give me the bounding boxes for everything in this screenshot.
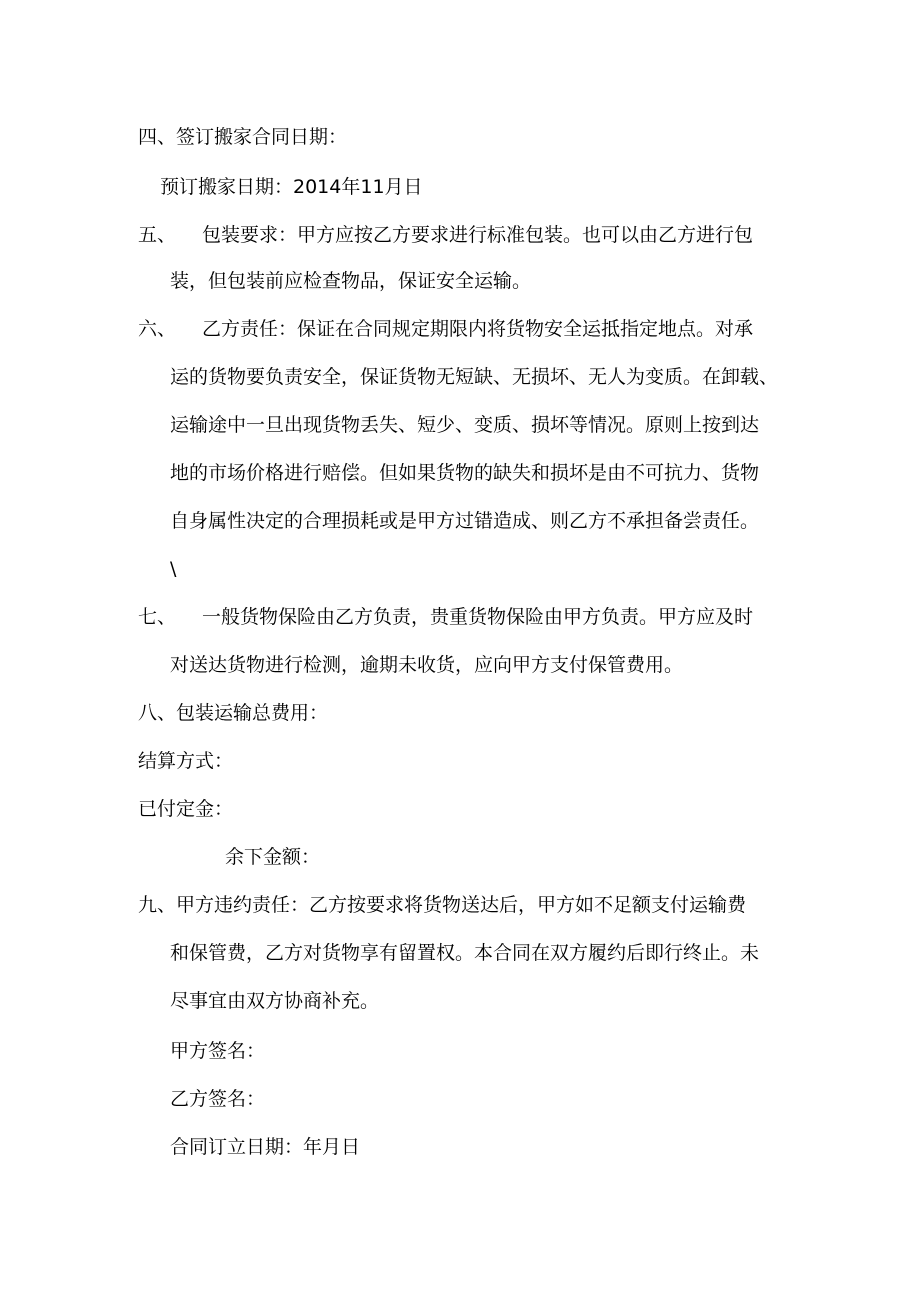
- settlement-method: 结算方式：: [138, 750, 234, 772]
- contract-signing-date: 合同订立日期：年月日: [170, 1136, 361, 1158]
- section-8-heading: 八、包装运输总费用：: [138, 702, 329, 724]
- section-7-number: 七、: [138, 606, 177, 628]
- section-7-line-2: 对送达货物进行检测，逾期未收货，应向甲方支付保管费用。: [170, 654, 684, 676]
- section-7-line-1: 一般货物保险由乙方负责，贵重货物保险由甲方负责。甲方应及时: [202, 606, 754, 628]
- section-5-line-2: 装，但包装前应检查物品，保证安全运输。: [170, 270, 532, 292]
- party-a-signature: 甲方签名：: [170, 1040, 266, 1062]
- section-6-line-3: 运输途中一旦出现货物丢失、短少、变质、损坏等情况。原则上按到达: [170, 414, 760, 436]
- section-6-number: 六、: [138, 318, 177, 340]
- section-9-line-1: 九、甲方违约责任：乙方按要求将货物送达后，甲方如不足额支付运输费: [138, 894, 747, 916]
- section-5-line-1: 包装要求：甲方应按乙方要求进行标准包装。也可以由乙方进行包: [202, 224, 754, 246]
- section-6-line-4: 地的市场价格进行赔偿。但如果货物的缺失和损坏是由不可抗力、货物: [170, 462, 760, 484]
- section-6-line-6: \: [170, 558, 177, 580]
- section-6-line-1: 乙方责任：保证在合同规定期限内将货物安全运抵指定地点。对承: [202, 318, 754, 340]
- section-9-line-3: 尽事宜由双方协商补充。: [170, 990, 380, 1012]
- section-6-line-2: 运的货物要负责安全，保证货物无短缺、无损坏、无人为变质。在卸载、: [170, 366, 779, 388]
- deposit-paid: 已付定金：: [138, 798, 234, 820]
- party-b-signature: 乙方签名：: [170, 1088, 266, 1110]
- remaining-amount: 余下金额：: [225, 846, 321, 868]
- section-9-line-2: 和保管费，乙方对货物享有留置权。本合同在双方履约后即行终止。未: [170, 942, 760, 964]
- section-6-line-5: 自身属性决定的合理损耗或是甲方过错造成、则乙方不承担备尝责任。: [170, 510, 760, 532]
- section-4-heading: 四、签订搬家合同日期：: [138, 126, 348, 148]
- scheduled-moving-date: 预订搬家日期：2014年11月日: [160, 176, 423, 198]
- section-5-number: 五、: [138, 224, 177, 246]
